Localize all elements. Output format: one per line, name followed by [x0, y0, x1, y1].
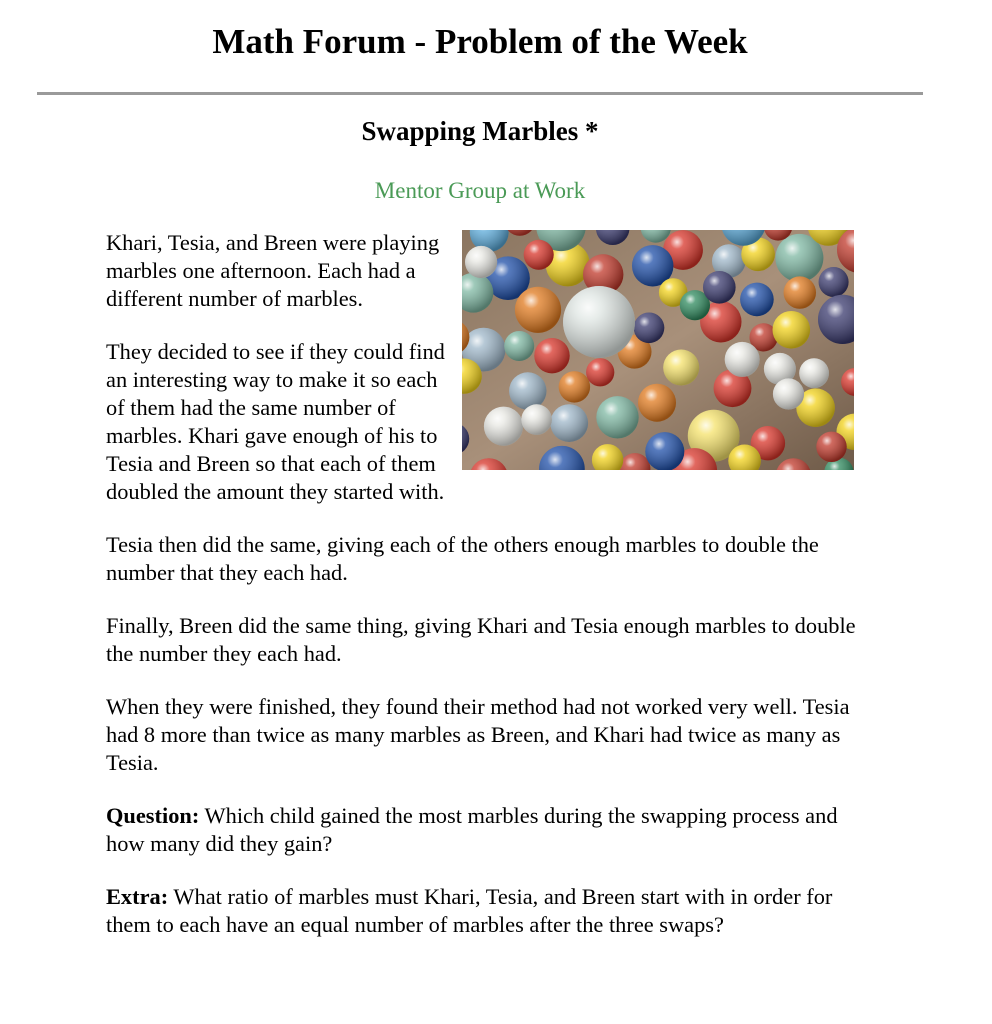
marble-shine: [521, 404, 552, 435]
problem-body: [106, 229, 866, 964]
marble-shine: [663, 350, 699, 386]
question-text: Which child gained the most marbles during the swapping process and how many did they gain?: [106, 803, 838, 856]
question-label: Question:: [106, 803, 200, 828]
problem-title: Swapping Marbles *: [361, 116, 599, 146]
marble-shine: [725, 342, 760, 377]
marble-shine: [634, 313, 665, 344]
marble-shine: [596, 396, 638, 438]
marble-shine: [773, 311, 811, 349]
marble-shine: [645, 432, 684, 470]
problem-subtitle: Mentor Group at Work: [374, 178, 586, 203]
horizontal-divider: [37, 92, 923, 95]
marble-shine: [484, 407, 523, 446]
marble-shine: [638, 384, 676, 422]
marble-shine: [550, 404, 588, 442]
paragraph: When they were finished, they found their method had not worked very well. Tesia had 8 more than twice as many marbles as Breen, and Khari had twice as many as Tesia.: [106, 694, 850, 775]
marble-shine: [816, 432, 846, 462]
marble-shine: [504, 331, 534, 361]
marble-shine: [509, 372, 546, 409]
marble-shine: [524, 240, 554, 270]
marble-shine: [784, 276, 816, 308]
marble-shine: [586, 358, 614, 386]
paragraph: Tesia then did the same, giving each of the others enough marbles to double the number that they each had.: [106, 532, 819, 585]
question-paragraph: [106, 802, 866, 858]
marble-shine: [799, 358, 829, 388]
site-title: Math Forum - Problem of the Week: [212, 22, 748, 61]
marble-shine: [740, 283, 774, 317]
paragraph: They decided to see if they could find an interesting way to make it so each of them had the same number of marbles. Khari gave enough of his to Tesia and Breen so that each of them doubled the amount they started with.: [106, 339, 445, 504]
paragraph: Khari, Tesia, and Breen were playing marbles one afternoon. Each had a different number of marbles.: [106, 230, 440, 311]
marble-shine: [703, 271, 736, 304]
marble-shine: [773, 378, 804, 409]
marble-shine: [563, 286, 635, 358]
marble-shine: [515, 287, 561, 333]
extra-text: What ratio of marbles must Khari, Tesia, and Breen start with in order for them to each have an equal number of marbles after the three swaps?: [106, 884, 833, 937]
marble-shine: [819, 267, 849, 297]
extra-paragraph: [106, 883, 866, 939]
marble-shine: [465, 246, 497, 278]
marble-shine: [559, 371, 590, 402]
marble-shine: [534, 338, 569, 373]
extra-label: Extra:: [106, 884, 169, 909]
paragraph: Finally, Breen did the same thing, giving Khari and Tesia enough marbles to double the number they each had.: [106, 613, 856, 666]
marbles-photo: [462, 230, 854, 470]
